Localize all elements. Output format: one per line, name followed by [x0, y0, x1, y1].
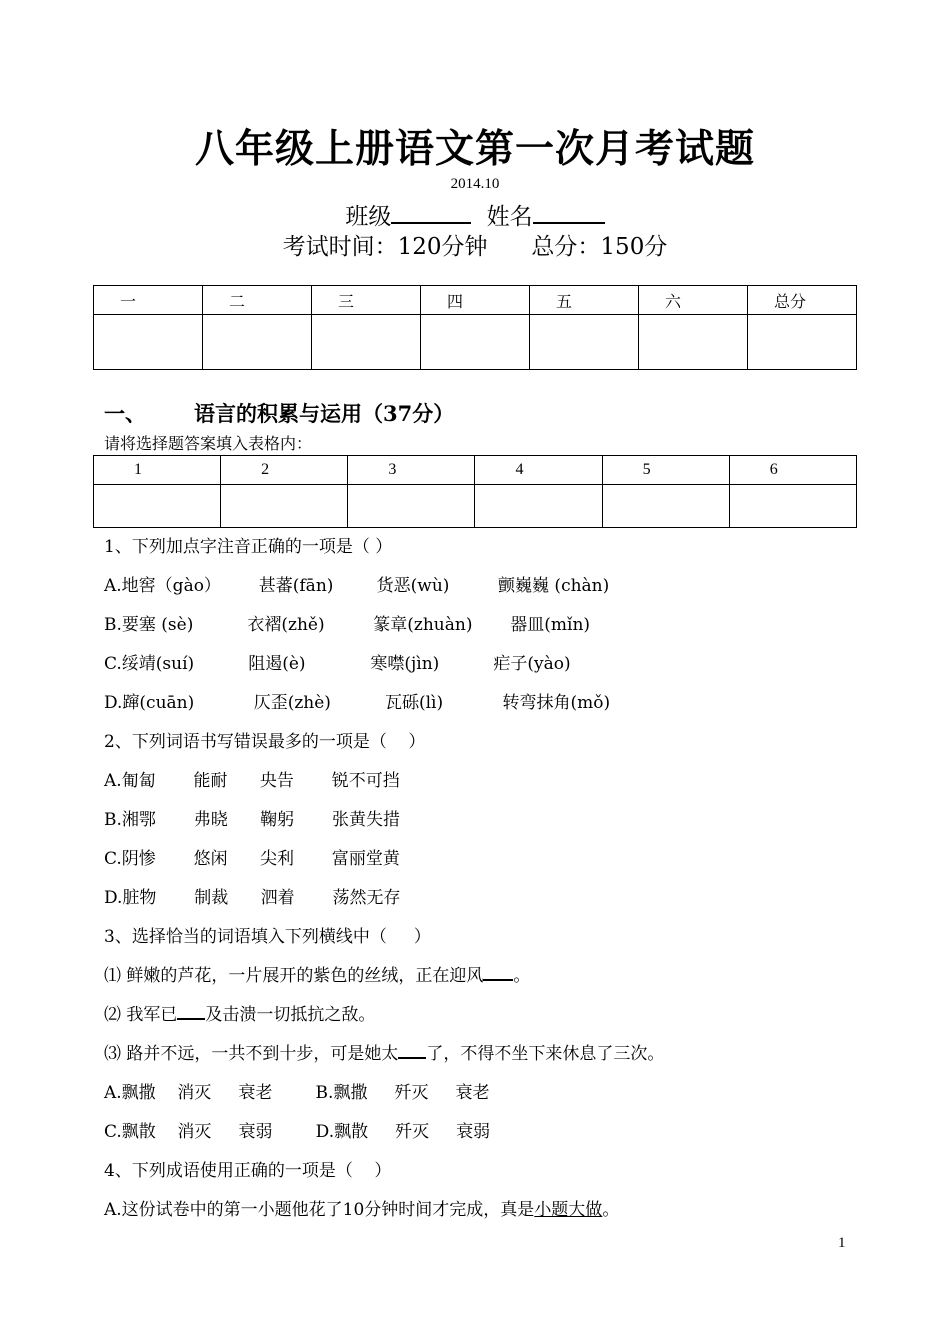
class-blank[interactable]	[391, 220, 471, 224]
question-3-options-ab: A.飘撒 消灭 衰老 B.飘撒 歼灭 衰老	[104, 1083, 490, 1103]
score-entry-cell[interactable]	[421, 315, 530, 370]
section-title: 语言的积累与运用（37分）	[194, 401, 455, 426]
sentence-3-blank[interactable]	[398, 1055, 426, 1059]
score-table	[93, 285, 857, 370]
sentence-3-text-after: 了，不得不坐下来休息了三次。	[426, 1044, 665, 1064]
question-3-stem: 3、选择恰当的词语填入下列横线中（ ）	[104, 927, 431, 947]
sentence-2-blank[interactable]	[177, 1016, 205, 1020]
answer-entry-cell[interactable]	[221, 485, 348, 528]
answer-header-cell: 1	[94, 456, 221, 485]
question-4-stem: 4、下列成语使用正确的一项是（ ）	[104, 1161, 392, 1181]
answer-header-cell: 2	[221, 456, 348, 485]
answer-header-cell: 4	[475, 456, 602, 485]
score-entry-cell[interactable]	[94, 315, 203, 370]
sentence-1-text-before: ⑴ 鲜嫩的芦花，一片展开的紫色的丝绒，正在迎风	[104, 966, 484, 986]
exam-title: 八年级上册语文第一次月考试题	[194, 126, 755, 172]
exam-date: 2014.10	[450, 176, 500, 192]
answer-entry-cell[interactable]	[475, 485, 602, 528]
question-2-option-a: A.匍匐 能耐 央告 锐不可挡	[104, 771, 400, 791]
sentence-3-text-before: ⑶ 路并不远，一共不到十步，可是她太	[104, 1044, 399, 1064]
score-table-entry-row	[94, 315, 857, 370]
score-header-cell: 三	[312, 286, 421, 315]
answer-entry-cell[interactable]	[348, 485, 475, 528]
score-header-cell: 六	[639, 286, 748, 315]
class-name-line	[0, 198, 950, 231]
question-1-option-a: A.地窖（gào） 甚蕃(fān) 货恶(wù) 颤巍巍 (chàn)	[104, 576, 610, 596]
question-2-stem: 2、下列词语书写错误最多的一项是（ ）	[104, 732, 426, 752]
score-table-header-row	[94, 286, 857, 315]
answer-entry-cell[interactable]	[94, 485, 221, 528]
score-entry-cell[interactable]	[530, 315, 639, 370]
sentence-2-text-before: ⑵ 我军已	[104, 1005, 178, 1025]
answer-header-cell: 3	[348, 456, 475, 485]
option-a-text-after: 。	[602, 1200, 620, 1220]
section-heading	[104, 398, 454, 428]
score-header-cell: 五	[530, 286, 639, 315]
answer-instruction: 请将选择题答案填入表格内：	[104, 434, 313, 453]
answer-table-header-row	[94, 456, 857, 485]
score-header-cell: 四	[421, 286, 530, 315]
answer-header-cell: 6	[729, 456, 856, 485]
question-2-option-d: D.脏物 制裁 泗着 荡然无存	[104, 888, 401, 908]
name-label: 姓名	[486, 204, 533, 230]
score-header-cell: 一	[94, 286, 203, 315]
question-4-option-a	[104, 1195, 619, 1220]
question-1-option-d: D.蹿(cuān) 仄歪(zhè) 瓦砾(lì) 转弯抹角(mǒ)	[104, 693, 611, 713]
option-a-text-before: A.这份试卷中的第一小题他花了10分钟时间才完成，真是	[104, 1200, 535, 1220]
question-3-sentence-3	[104, 1039, 664, 1064]
sentence-1-blank[interactable]	[483, 977, 513, 981]
underlined-idiom: 小题大做	[534, 1200, 603, 1220]
name-blank[interactable]	[533, 220, 605, 224]
section-number: 一、	[104, 401, 146, 426]
exam-info: 考试时间：120分钟 总分：150分	[282, 234, 668, 260]
score-entry-cell[interactable]	[203, 315, 312, 370]
question-2-option-b: B.湘鄂 弗晓 鞠躬 张黄失措	[104, 810, 400, 830]
page-number: 1	[838, 1235, 846, 1251]
question-3-sentence-2	[104, 1000, 375, 1025]
score-entry-cell[interactable]	[639, 315, 748, 370]
class-label: 班级	[345, 204, 392, 230]
score-entry-cell[interactable]	[312, 315, 421, 370]
sentence-2-text-after: 及击溃一切抵抗之敌。	[205, 1005, 376, 1025]
question-3-options-cd: C.飘散 消灭 衰弱 D.飘散 歼灭 衰弱	[104, 1122, 491, 1142]
score-entry-cell[interactable]	[748, 315, 857, 370]
answer-table	[93, 455, 857, 528]
answer-entry-cell[interactable]	[729, 485, 856, 528]
sentence-1-text-after: 。	[513, 966, 531, 986]
question-1-option-b: B.要塞 (sè) 衣褶(zhě) 篆章(zhuàn) 器皿(mǐn)	[104, 615, 591, 635]
score-header-cell: 二	[203, 286, 312, 315]
question-2-option-c: C.阴惨 悠闲 尖利 富丽堂黄	[104, 849, 400, 869]
score-header-cell: 总分	[748, 286, 857, 315]
answer-header-cell: 5	[602, 456, 729, 485]
question-3-sentence-1	[104, 961, 530, 986]
question-1-option-c: C.绥靖(suí) 阻遏(è) 寒噤(jìn) 疟子(yào)	[104, 654, 571, 674]
question-1-stem: 1、下列加点字注音正确的一项是（ ）	[104, 537, 393, 557]
answer-entry-cell[interactable]	[602, 485, 729, 528]
answer-table-entry-row	[94, 485, 857, 528]
